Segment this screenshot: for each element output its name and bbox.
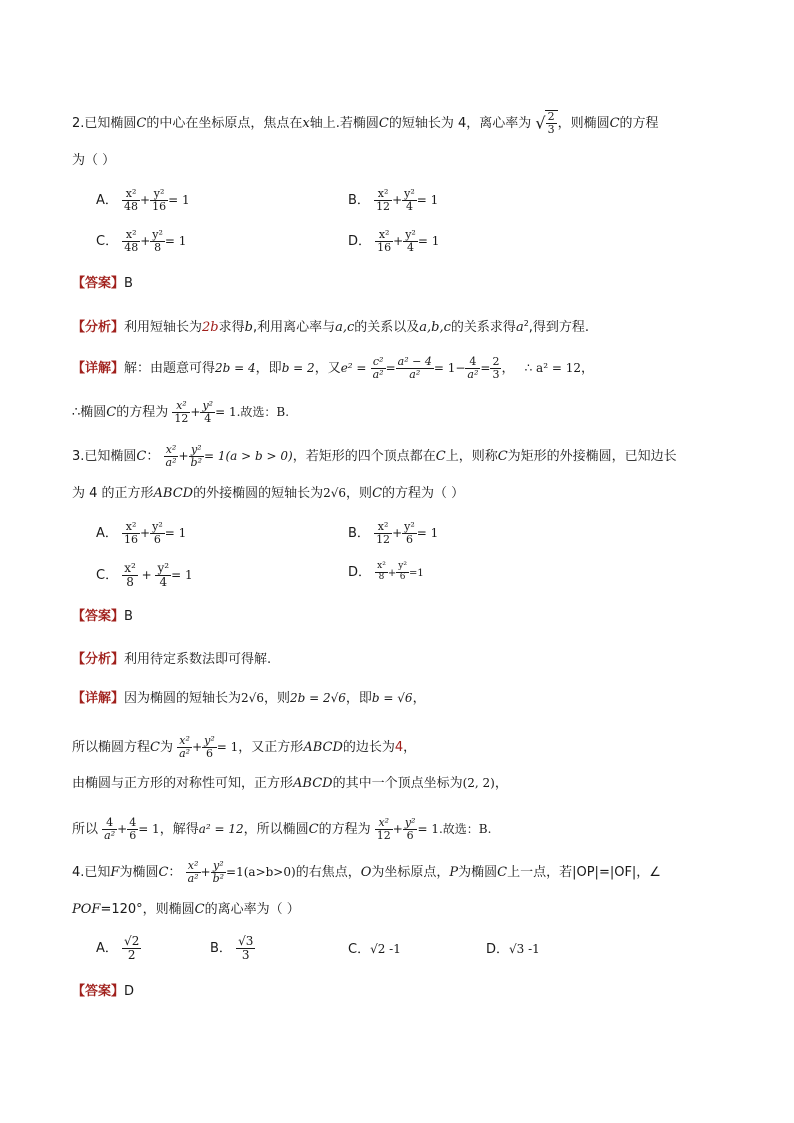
detail-text: ，所以椭圆 bbox=[243, 822, 309, 838]
frac-den: 4 bbox=[405, 200, 413, 214]
var-C: C bbox=[435, 449, 446, 465]
q3-text: 上，则称 bbox=[445, 449, 498, 465]
equation: (2, 2) bbox=[462, 776, 495, 790]
detail-text: ，即 bbox=[345, 691, 372, 706]
var-C: C bbox=[194, 902, 205, 917]
frac-den: a² bbox=[104, 829, 116, 843]
frac-num: y² bbox=[405, 228, 416, 241]
q4-option-b[interactable] bbox=[210, 935, 255, 962]
q2-answer bbox=[72, 277, 133, 290]
frac-den: 6 bbox=[399, 571, 406, 582]
frac-num: y² bbox=[150, 188, 168, 201]
q2-option-c[interactable]: C． $\frac{\text{x²}}{48}$ + $\frac{\text{y²}}{8}$ = 1 bbox=[96, 228, 187, 255]
detail-text: ，解得 bbox=[159, 822, 199, 838]
q3-text: 的方程为（ ） bbox=[382, 486, 465, 501]
equation-rhs: = 1 bbox=[417, 234, 440, 249]
equation: =1(a>b>0) bbox=[226, 865, 296, 880]
var-C: C bbox=[372, 486, 383, 501]
q2-option-d[interactable]: D． $\frac{\text{x²}}{16}$ + $\frac{\text{y²}}{4}$ = 1 bbox=[348, 228, 440, 255]
frac-num: x² bbox=[124, 561, 136, 575]
var-ABCD: ABCD bbox=[153, 486, 194, 501]
q3-option-a[interactable]: A． $\frac{\text{x²}}{16}$ + $\frac{\text{y²}}{6}$ = 1 bbox=[96, 520, 187, 547]
equation: = 1 bbox=[138, 822, 160, 837]
q4-text: 的离心率为（ ） bbox=[204, 902, 300, 917]
answer-tag: 【答案】 bbox=[72, 276, 125, 291]
var-ac: a,c bbox=[335, 320, 355, 335]
var-C: C bbox=[158, 865, 169, 881]
q2-detail bbox=[72, 356, 594, 381]
frac-den: 12 bbox=[376, 829, 391, 843]
option-label: D． bbox=[348, 234, 372, 250]
frac-num: y² bbox=[202, 399, 214, 412]
analysis-tag: 【分析】 bbox=[72, 320, 125, 335]
equation-rhs: =1 bbox=[408, 567, 424, 579]
q4-answer bbox=[72, 985, 134, 998]
frac-den: 6 bbox=[406, 829, 414, 843]
option-value: √3 -1 bbox=[509, 942, 540, 956]
frac-num: y² bbox=[398, 561, 407, 571]
q3-text: 3.已知椭圆 bbox=[72, 449, 137, 465]
equation-rhs: = 1 bbox=[416, 193, 439, 208]
var-F: F bbox=[110, 865, 120, 881]
q3-stem-line1: 3.已知椭圆C： $\frac{\text{x²}}{\text{a²}}$ + $\frac{\text{y²}}{\text{b²}}$ = 1(a > b > 0)，若矩形的四个顶点都在C上，则称C为矩形的外接椭圆，已知边长 bbox=[72, 443, 677, 470]
frac-num: y² bbox=[211, 860, 226, 873]
frac-den: 6 bbox=[129, 829, 137, 843]
frac-den: 12 bbox=[376, 533, 391, 547]
analysis-text: ,利用离心率与 bbox=[252, 320, 336, 335]
frac-num: y² bbox=[152, 520, 163, 533]
analysis-text: 利用短轴长为 bbox=[124, 320, 203, 335]
var-ABCD: ABCD bbox=[303, 740, 343, 756]
frac-num: x² bbox=[122, 521, 140, 534]
equation: b = √6 bbox=[371, 691, 413, 705]
frac-num: y² bbox=[152, 228, 163, 241]
equation: e² = bbox=[340, 361, 367, 376]
equation-rhs: = 1 bbox=[416, 526, 439, 541]
q3-text: ： bbox=[146, 449, 160, 465]
answer-value: B bbox=[124, 276, 133, 291]
answer-value: D bbox=[124, 984, 135, 999]
equation: = 1− bbox=[433, 361, 466, 376]
var-C: C bbox=[497, 449, 508, 465]
equation: 2b = 4 bbox=[215, 361, 256, 376]
detail-text: 由椭圆与正方形的对称性可知，正方形 bbox=[72, 776, 294, 791]
q4-option-c[interactable] bbox=[348, 943, 401, 956]
var-C: C bbox=[136, 449, 147, 465]
detail-text: 解：由题意可得 bbox=[124, 361, 216, 377]
q3-text: 为矩形的外接椭圆，已知边长 bbox=[507, 449, 677, 465]
q3-detail-line2: 所以椭圆方程C为 $\frac{\text{x²}}{\text{a²}}$ + $\frac{\text{y²}}{6}$ = 1，又正方形ABCD的边长为4， bbox=[72, 734, 417, 761]
q3-stem-line2 bbox=[72, 487, 464, 500]
frac-den: 16 bbox=[124, 533, 139, 547]
frac-den: b² bbox=[190, 456, 202, 470]
option-value: √2 -1 bbox=[370, 942, 401, 956]
frac-num: y² bbox=[404, 816, 416, 829]
var-C: C bbox=[150, 740, 160, 756]
frac-num: y² bbox=[189, 444, 204, 457]
frac-num: √3 bbox=[238, 934, 254, 948]
option-label: A． bbox=[96, 193, 118, 209]
q3-option-d[interactable]: D． $\frac{\text{x²}}{8}$ + $\frac{\text{y²}}{6}$ =1 bbox=[348, 561, 424, 582]
detail-text: ， bbox=[494, 776, 508, 791]
q3-analysis bbox=[72, 653, 271, 666]
q4-text: =120°，则椭圆 bbox=[100, 902, 195, 917]
sqrt-sign: √ bbox=[535, 113, 546, 133]
frac-num: √2 bbox=[124, 934, 140, 948]
option-label: B． bbox=[210, 941, 232, 957]
frac-num: 4 bbox=[465, 356, 480, 369]
equation: 2√6 bbox=[241, 691, 264, 705]
frac-den: a² bbox=[187, 872, 199, 886]
frac-den: 4 bbox=[407, 241, 415, 255]
frac-den: 8 bbox=[378, 571, 385, 582]
var-abc: a,b,c bbox=[419, 320, 451, 335]
frac-den: 8 bbox=[154, 241, 162, 255]
frac-num: x² bbox=[374, 521, 392, 534]
frac-num: x² bbox=[122, 188, 140, 201]
frac-num: x² bbox=[377, 561, 386, 571]
q4-text: 为椭圆 bbox=[119, 865, 159, 881]
q3-text: ，若矩形的四个顶点都在 bbox=[292, 449, 436, 465]
equation-rhs: = 1 bbox=[168, 193, 190, 208]
value-4: 4 bbox=[394, 740, 404, 756]
detail-text: 因为椭圆的短轴长为 bbox=[124, 691, 242, 706]
frac-den: 4 bbox=[204, 412, 212, 426]
q4-option-d[interactable] bbox=[486, 943, 540, 956]
frac-den: a² bbox=[165, 456, 177, 470]
detail-text: 的边长为 bbox=[342, 740, 395, 756]
q3-option-c[interactable]: C． $\frac{\text{x²}}{8}$ + $\frac{\text{y²}}{4}$ = 1 bbox=[96, 561, 193, 590]
frac-den: 3 bbox=[492, 368, 500, 382]
frac-den: 6 bbox=[405, 533, 413, 547]
detail-text: ， bbox=[580, 361, 594, 377]
frac-num: 2 bbox=[492, 355, 500, 368]
conclusion-text: = 1.故选：B. bbox=[215, 405, 290, 420]
conclusion-text: = 1.故选：B. bbox=[417, 822, 492, 837]
var-C: C bbox=[308, 822, 319, 838]
detail-text: 所以椭圆方程 bbox=[72, 740, 151, 756]
option-label: D． bbox=[486, 942, 510, 957]
var-C: C bbox=[136, 116, 147, 132]
q3-text: ，则 bbox=[346, 486, 373, 501]
frac-num: y² bbox=[404, 187, 415, 200]
detail-text: 为 bbox=[159, 740, 173, 756]
detail-text: ，又 bbox=[314, 361, 341, 377]
frac-num: a² − 4 bbox=[397, 355, 432, 368]
q2-conclusion: ∴椭圆C的方程为 $\frac{\text{x²}}{12}$ + $\frac{\text{y²}}{4}$ = 1.故选：B. bbox=[72, 399, 290, 426]
frac-num: y² bbox=[404, 520, 415, 533]
q2-text: 轴上.若椭圆 bbox=[309, 116, 379, 132]
frac-num: x² bbox=[375, 229, 393, 242]
q4-stem-line1: 4.已知F为椭圆C： $\frac{\text{x²}}{\text{a²}}$ + $\frac{\text{y²}}{\text{b²}}$ =1(a>b>0)的右焦点，O为坐标原点，P为椭圆C上一点，若|OP|=|OF|，∠ bbox=[72, 859, 661, 886]
q2-text: 的短轴长为 4，离心率为 bbox=[388, 116, 532, 132]
conclusion-text: 的方程为 bbox=[116, 405, 169, 421]
q3-text: 为 4 的正方形 bbox=[72, 486, 154, 501]
detail-text: ，则 bbox=[263, 691, 290, 706]
frac-num: y² bbox=[157, 561, 170, 575]
q2-text: 2.已知椭圆 bbox=[72, 116, 137, 132]
detail-text: ， bbox=[403, 740, 417, 756]
frac-num: x² bbox=[122, 229, 140, 242]
equation: 2b = 2√6 bbox=[289, 691, 346, 705]
math-2b: 2b bbox=[202, 320, 219, 335]
option-label: D． bbox=[348, 564, 372, 580]
frac-den: 8 bbox=[126, 575, 134, 590]
detail-text: 所以 bbox=[72, 822, 99, 838]
var-POF: POF bbox=[72, 902, 101, 917]
q4-text: 上一点，若|OP|=|OF|，∠ bbox=[507, 865, 661, 881]
option-label: C． bbox=[96, 568, 119, 584]
equation: b = 2 bbox=[281, 361, 315, 376]
q2-text: 的方程 bbox=[619, 116, 659, 132]
frac-num: x² bbox=[172, 400, 190, 413]
option-label: B． bbox=[348, 193, 370, 209]
frac-num: 2 bbox=[547, 110, 555, 123]
var-x: x bbox=[302, 116, 310, 132]
frac-den: 16 bbox=[377, 241, 392, 255]
eccentricity-value bbox=[545, 110, 558, 136]
frac-num: x² bbox=[177, 735, 192, 748]
frac-num: x² bbox=[186, 860, 201, 873]
q4-text: 4.已知 bbox=[72, 865, 111, 881]
option-label: A． bbox=[96, 941, 118, 957]
frac-den: 3 bbox=[241, 948, 250, 963]
q3-detail-line1 bbox=[72, 692, 426, 705]
q2-option-b[interactable]: B． $\frac{\text{x²}}{12}$ + $\frac{\text{y²}}{4}$ = 1 bbox=[348, 187, 439, 214]
var-C: C bbox=[609, 116, 620, 132]
frac-den: b² bbox=[212, 872, 225, 886]
frac-den: a² bbox=[179, 747, 191, 761]
equation-rhs: = 1 bbox=[164, 526, 187, 541]
frac-den: 48 bbox=[124, 241, 139, 255]
option-label: C． bbox=[348, 942, 371, 957]
detail-tag: 【详解】 bbox=[72, 691, 125, 706]
frac-num: 4 bbox=[129, 816, 137, 829]
equation: = bbox=[480, 361, 491, 376]
frac-den: 2 bbox=[127, 948, 136, 963]
q3-text: 的外接椭圆的短轴长为 bbox=[193, 486, 324, 501]
option-label: B． bbox=[348, 526, 370, 542]
frac-num: x² bbox=[374, 188, 392, 201]
frac-den: a² bbox=[372, 368, 384, 382]
analysis-text: 的关系求得 bbox=[450, 320, 516, 335]
frac-num: x² bbox=[375, 817, 393, 830]
q2-option-a[interactable]: A． $\frac{\text{x²}}{48}$ + $\frac{\text{y²}}{16}$ = 1 bbox=[96, 187, 190, 214]
frac-den: 12 bbox=[174, 412, 189, 426]
q2-analysis: 【分析】利用短轴长为2b求得b,利用离心率与a,c的关系以及a,b,c的关系求得$a^2$,得到方程. bbox=[72, 319, 590, 335]
analysis-tag: 【分析】 bbox=[72, 652, 125, 667]
analysis-text: 的关系以及 bbox=[354, 320, 420, 335]
detail-text: 的其中一个顶点坐标为 bbox=[332, 776, 463, 791]
q4-text: 为椭圆 bbox=[458, 865, 498, 881]
frac-den: 6 bbox=[153, 533, 161, 547]
q3-detail-line4: 所以 $\frac{4}{\text{a²}}$ + $\frac{4}{6}$ = 1，解得a² = 12，所以椭圆C的方程为 $\frac{\text{x²}}{12}$ + $\frac{\text{y²}}{6}$ = 1.故选：B. bbox=[72, 816, 492, 843]
detail-text: 的方程为 bbox=[318, 822, 371, 838]
frac-den: 48 bbox=[124, 200, 139, 214]
var-P: P bbox=[449, 865, 459, 881]
q2-stem-line1 bbox=[72, 110, 659, 136]
var-O: O bbox=[360, 865, 372, 881]
q4-text: ： bbox=[168, 865, 182, 881]
q2-text: ，则椭圆 bbox=[557, 116, 610, 132]
option-label: A． bbox=[96, 526, 118, 542]
var-a: a bbox=[515, 320, 524, 335]
frac-den: 3 bbox=[547, 123, 555, 137]
answer-value: B bbox=[124, 609, 133, 624]
q3-option-b[interactable]: B． $\frac{\text{x²}}{12}$ + $\frac{\text{y²}}{6}$ = 1 bbox=[348, 520, 439, 547]
frac-den: 16 bbox=[152, 200, 167, 214]
q4-text: 的右焦点， bbox=[295, 865, 361, 881]
frac-num: 4 bbox=[102, 817, 117, 830]
var-b: b bbox=[244, 320, 253, 335]
equation-rhs: = 1 bbox=[164, 234, 187, 249]
q3-detail-line3 bbox=[72, 777, 508, 790]
var-C: C bbox=[378, 116, 389, 132]
frac-num: x² bbox=[164, 444, 179, 457]
analysis-text: 求得 bbox=[218, 320, 245, 335]
frac-den: a² bbox=[467, 368, 479, 382]
analysis-text: ,得到方程. bbox=[528, 320, 590, 335]
equation: a² = 12 bbox=[198, 822, 244, 837]
q2-stem-line2: 为（ ） bbox=[72, 153, 116, 168]
analysis-text: 利用待定系数法即可得解. bbox=[124, 652, 272, 667]
answer-tag: 【答案】 bbox=[72, 609, 125, 624]
frac-num: y² bbox=[204, 734, 215, 747]
equation: ∴ a² = 12 bbox=[524, 361, 581, 376]
q4-stem-line2 bbox=[72, 903, 300, 916]
detail-text: ，又正方形 bbox=[238, 740, 304, 756]
detail-text: ， bbox=[412, 691, 426, 706]
var-C: C bbox=[106, 405, 117, 421]
equation-rhs: = 1 bbox=[171, 568, 193, 583]
frac-den: a² bbox=[409, 368, 421, 382]
detail-text: ，即 bbox=[255, 361, 282, 377]
option-label: C． bbox=[96, 234, 119, 250]
answer-tag: 【答案】 bbox=[72, 984, 125, 999]
q4-option-a[interactable] bbox=[96, 935, 141, 962]
detail-tag: 【详解】 bbox=[72, 361, 125, 377]
equation: 2√6 bbox=[323, 486, 347, 500]
var-C: C bbox=[497, 865, 508, 881]
q3-answer bbox=[72, 610, 133, 623]
detail-text: ， bbox=[501, 361, 515, 377]
equation: = 1 bbox=[216, 740, 239, 755]
frac-den: 12 bbox=[376, 200, 391, 214]
frac-num: c² bbox=[371, 356, 386, 369]
frac-den: 6 bbox=[205, 747, 213, 761]
equation: = 1(a > b > 0) bbox=[204, 449, 293, 464]
q2-text: 的中心在坐标原点，焦点在 bbox=[146, 116, 303, 132]
conclusion-text: ∴椭圆 bbox=[72, 405, 107, 421]
frac-den: 4 bbox=[159, 575, 168, 590]
equation: = bbox=[385, 361, 396, 376]
q4-text: 为坐标原点， bbox=[371, 865, 450, 881]
var-ABCD: ABCD bbox=[293, 776, 333, 791]
